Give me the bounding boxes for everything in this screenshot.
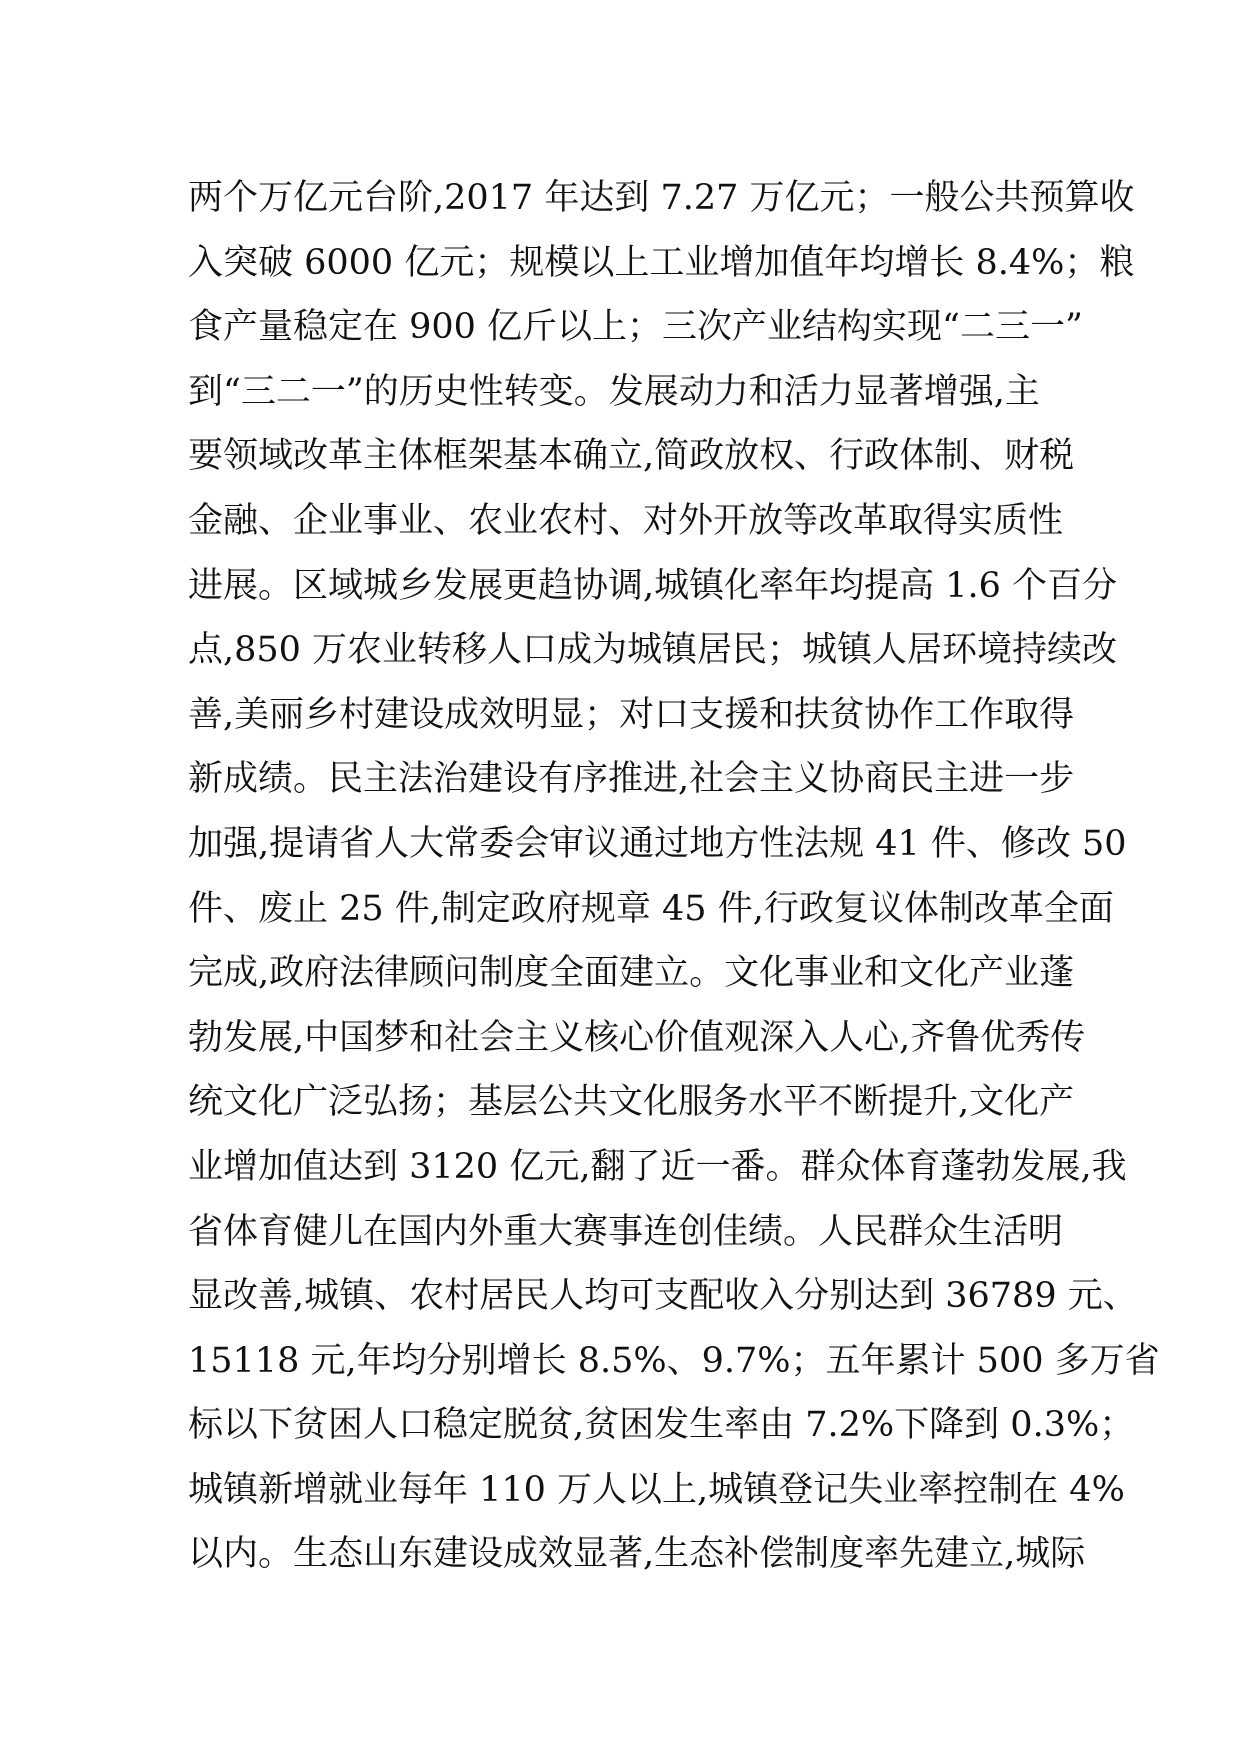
text-line: 件、废止 25 件,制定政府规章 45 件,行政复议体制改革全面: [188, 888, 1114, 929]
text-line: 食产量稳定在 900 亿斤以上；三次产业结构实现“二三一”: [188, 307, 1083, 348]
text-line: 善,美丽乡村建设成效明显；对口支援和扶贫协作工作取得: [188, 694, 1075, 735]
text-line: 以内。生态山东建设成效显著,生态补偿制度率先建立,城际: [188, 1534, 1086, 1575]
text-line: 金融、企业事业、农业农村、对外开放等改革取得实质性: [188, 500, 1064, 541]
text-line: 加强,提请省人大常委会审议通过地方性法规 41 件、修改 50: [188, 823, 1127, 864]
text-line: 省体育健儿在国内外重大赛事连创佳绩。人民群众生活明: [188, 1211, 1064, 1252]
text-line: 入突破 6000 亿元；规模以上工业增加值年均增长 8.4%；粮: [188, 242, 1135, 283]
text-line: 15118 元,年均分别增长 8.5%、9.7%；五年累计 500 多万省: [188, 1340, 1160, 1381]
text-line: 业增加值达到 3120 亿元,翻了近一番。群众体育蓬勃发展,我: [188, 1146, 1127, 1187]
text-line: 新成绩。民主法治建设有序推进,社会主义协商民主进一步: [188, 759, 1075, 800]
body-text: [188, 166, 1160, 1587]
text-line: 到“三二一”的历史性转变。发展动力和活力显著增强,主: [188, 371, 1040, 412]
text-line: 完成,政府法律顾问制度全面建立。文化事业和文化产业蓬: [188, 953, 1075, 994]
text-line: 显改善,城镇、农村居民人均可支配收入分别达到 36789 元、: [188, 1276, 1138, 1317]
text-line: 勃发展,中国梦和社会主义核心价值观深入人心,齐鲁优秀传: [188, 1017, 1086, 1058]
text-line: 城镇新增就业每年 110 万人以上,城镇登记失业率控制在 4%: [188, 1469, 1125, 1510]
text-line: 要领域改革主体框架基本确立,简政放权、行政体制、财税: [188, 436, 1075, 477]
text-line: 统文化广泛弘扬；基层公共文化服务水平不断提升,文化产: [188, 1082, 1075, 1123]
text-line: 两个万亿元台阶,2017 年达到 7.27 万亿元；一般公共预算收: [188, 178, 1135, 218]
text-line: 标以下贫困人口稳定脱贫,贫困发生率由 7.2%下降到 0.3%；: [188, 1405, 1135, 1446]
text-line: 进展。区域城乡发展更趋协调,城镇化率年均提高 1.6 个百分: [188, 565, 1118, 606]
text-line: 点,850 万农业转移人口成为城镇居民；城镇人居环境持续改: [188, 630, 1118, 671]
